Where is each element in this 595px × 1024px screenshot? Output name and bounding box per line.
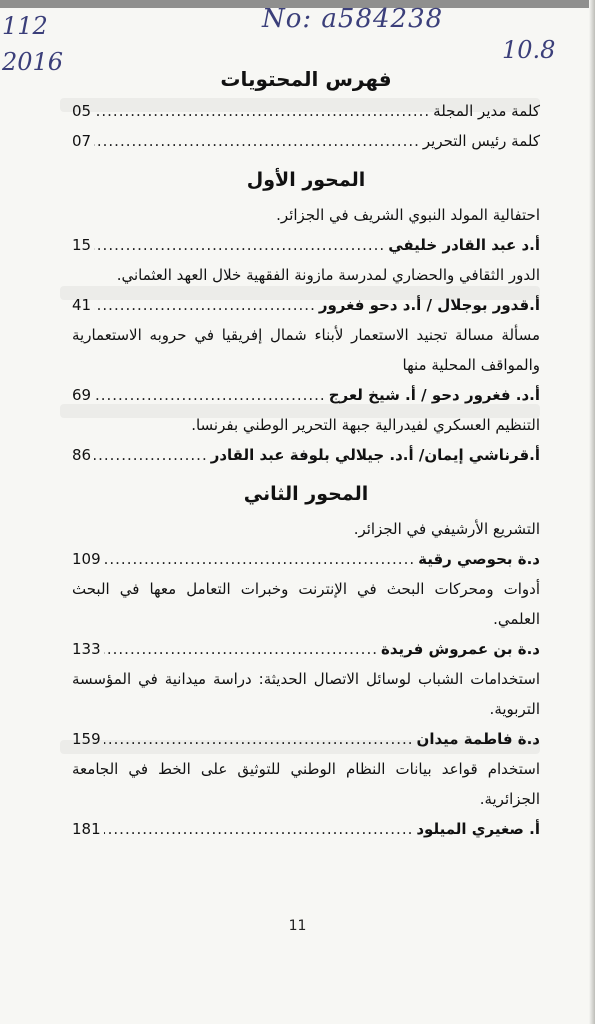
entry-label: كلمة مدير المجلة bbox=[433, 102, 540, 120]
leader-dots bbox=[104, 814, 414, 844]
page-ref: 15 bbox=[72, 236, 92, 254]
article-title: مسألة مسالة تجنيد الاستعمار لأبناء شمال إفريقيا في حروبه الاستعمارية والمواقف المحلية منها bbox=[72, 326, 540, 374]
article-author: د.ة بن عمروش فريدة bbox=[380, 640, 540, 658]
article-title: استخدام قواعد بيانات النظام الوطني للتوثيق على الخط في الجامعة الجزائرية. bbox=[72, 760, 540, 808]
handwritten-accession-number: No: a584238 bbox=[262, 4, 444, 34]
leader-dots bbox=[94, 440, 208, 470]
page-number: 11 bbox=[288, 918, 307, 934]
leader-dots bbox=[94, 126, 420, 156]
article-author: أ. صغيري الميلود bbox=[416, 820, 540, 838]
page-ref: 07 bbox=[72, 132, 92, 150]
article-title: احتفالية المولد النبوي الشريف في الجزائر. bbox=[276, 206, 540, 224]
article-title: أدوات ومحركات البحث في الإنترنت وخبرات التعامل معها في البحث العلمي. bbox=[72, 580, 540, 628]
article-author: أ.د عبد القادر خليفي bbox=[388, 236, 540, 254]
page-ref: 69 bbox=[72, 386, 92, 404]
page-ref: 181 bbox=[72, 820, 101, 838]
handwritten-year: 2016 bbox=[2, 48, 64, 76]
article-author: د.ة بحوصي رقية bbox=[418, 550, 540, 568]
section-title: المحور الثاني bbox=[243, 483, 369, 505]
leader-dots bbox=[94, 380, 326, 410]
table-of-contents bbox=[72, 62, 540, 844]
leader-dots bbox=[94, 96, 430, 126]
page-ref: 109 bbox=[72, 550, 101, 568]
article-author: أ.قدور بوجلال / أ.د دحو فغرور bbox=[318, 296, 540, 314]
page-ref: 86 bbox=[72, 446, 92, 464]
article-author-row bbox=[72, 380, 540, 410]
page-ref: 159 bbox=[72, 730, 101, 748]
page-ref: 41 bbox=[72, 296, 92, 314]
toc-title: فهرس المحتويات bbox=[220, 67, 392, 91]
entry-label: كلمة رئيس التحرير bbox=[422, 132, 540, 150]
article-author-row bbox=[72, 634, 540, 664]
page-ref: 05 bbox=[72, 102, 92, 120]
article-title: التشريع الأرشيفي في الجزائر. bbox=[353, 520, 540, 538]
article-author: أ.قرناشي إيمان/ أ.د. جيلالي بلوفة عبد القادر bbox=[210, 446, 540, 464]
article-title: الدور الثقافي والحضاري لمدرسة مازونة الفقهية خلال العهد العثماني. bbox=[116, 266, 540, 284]
leader-dots bbox=[94, 290, 316, 320]
page-ref: 133 bbox=[72, 640, 101, 658]
article-title: التنظيم العسكري لفيدرالية جبهة التحرير الوطني بفرنسا. bbox=[191, 416, 540, 434]
leader-dots bbox=[104, 634, 378, 664]
article-author-row bbox=[72, 724, 540, 754]
section-title: المحور الأول bbox=[246, 169, 366, 191]
article-author-row bbox=[72, 544, 540, 574]
article-title: استخدامات الشباب لوسائل الاتصال الحديثة: دراسة ميدانية في المؤسسة التربوية. bbox=[72, 670, 540, 718]
front-matter-entry bbox=[72, 96, 540, 126]
leader-dots bbox=[104, 724, 414, 754]
article-author: د.ة فاطمة ميدان bbox=[416, 730, 540, 748]
handwritten-number: 112 bbox=[2, 12, 48, 40]
leader-dots bbox=[104, 544, 415, 574]
handwritten-code: 10.8 bbox=[502, 36, 556, 64]
article-author-row bbox=[72, 814, 540, 844]
scan-right-edge bbox=[589, 0, 595, 1024]
leader-dots bbox=[94, 230, 385, 260]
article-author-row bbox=[72, 230, 540, 260]
article-author: أ.د. فغرور دحو / أ. شيخ لعرج bbox=[328, 386, 540, 404]
article-author-row bbox=[72, 290, 540, 320]
article-author-row bbox=[72, 440, 540, 470]
front-matter-entry bbox=[72, 126, 540, 156]
